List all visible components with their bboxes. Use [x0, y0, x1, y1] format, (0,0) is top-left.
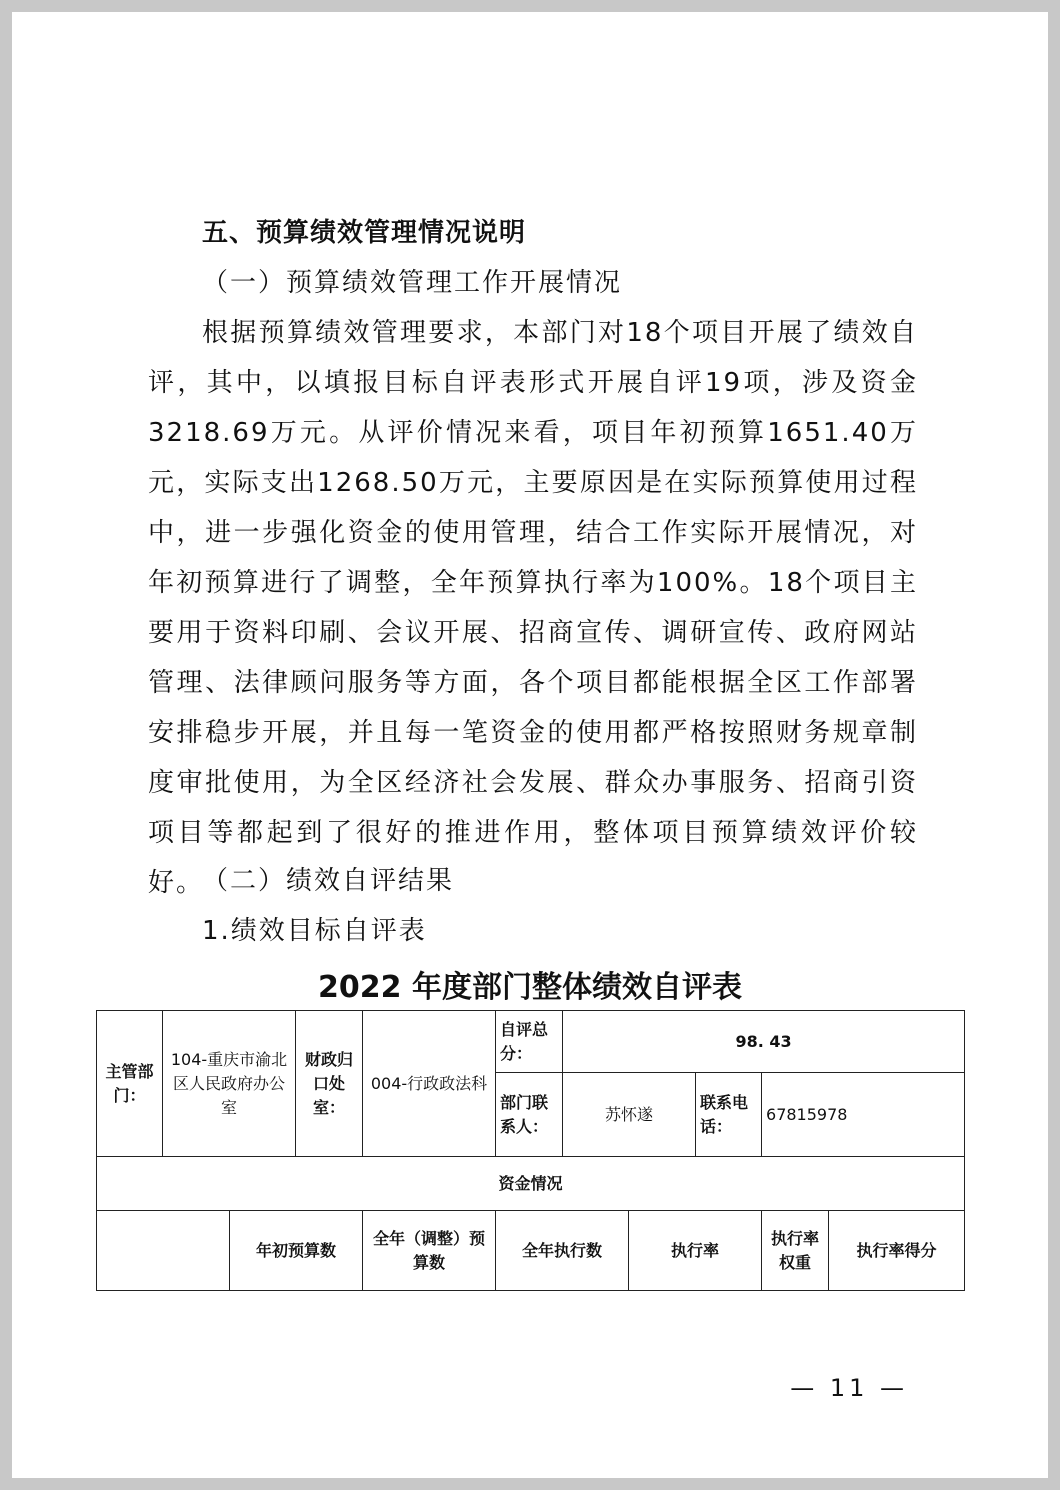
subsection-heading-1: （一）预算绩效管理工作开展情况 — [202, 268, 623, 298]
table-title: 2022 年度部门整体绩效自评表 — [318, 970, 742, 1005]
column-header-execution: 全年执行数 — [496, 1211, 629, 1291]
column-header-initial-budget: 年初预算数 — [230, 1211, 363, 1291]
column-header-blank — [97, 1211, 230, 1291]
item-heading-1: 1.绩效目标自评表 — [202, 916, 427, 946]
body-paragraph: 根据预算绩效管理要求，本部门对18个项目开展了绩效自评，其中，以填报目标自评表形式开展自评19项，涉及资金3218.69万元。从评价情况来看，项目年初预算1651.40万元，实际支出1268.50万元，主要原因是在实际预算使用过程中，进一步强化资金的使用管理，结合工作实际开展情况，对年初预算进行了调整，全年预算执行率为100%。18个项目主要用于资料印刷、会议开展、招商宣传、调研宣传、政府网站管理、法律顾问服务等方面，各个项目都能根据全区工作部署安排稳步开展，并且每一笔资金的使用都严格按照财务规章制度审批使用，为全区经济社会发展、群众办事服务、招商引资项目等都起到了很好的推进作用，整体项目预算绩效评价较好。 — [148, 318, 918, 898]
page-number: — 11 — — [790, 1374, 908, 1402]
score-label: 自评总分： — [496, 1011, 563, 1073]
column-header-rate-weight: 执行率权重 — [762, 1211, 829, 1291]
funds-header: 资金情况 — [97, 1157, 965, 1211]
dept-value: 104-重庆市渝北区人民政府办公室 — [163, 1011, 296, 1157]
phone-label: 联系电话： — [696, 1073, 762, 1157]
contact-label: 部门联系人： — [496, 1073, 563, 1157]
section-title: 五、预算绩效管理情况说明 — [202, 218, 527, 248]
phone-value: 67815978 — [762, 1073, 965, 1157]
column-header-rate-score: 执行率得分 — [829, 1211, 965, 1291]
performance-table — [96, 1010, 965, 1291]
finance-value: 004-行政政法科 — [363, 1011, 496, 1157]
column-header-execution-rate: 执行率 — [629, 1211, 762, 1291]
dept-label: 主管部门： — [97, 1011, 163, 1157]
document-page — [12, 12, 1048, 1478]
column-header-adjusted-budget: 全年（调整）预算数 — [363, 1211, 496, 1291]
finance-label: 财政归口处室： — [296, 1011, 363, 1157]
contact-value: 苏怀遂 — [563, 1073, 696, 1157]
subsection-heading-2: （二）绩效自评结果 — [202, 866, 455, 896]
score-value: 98. 43 — [563, 1011, 965, 1073]
